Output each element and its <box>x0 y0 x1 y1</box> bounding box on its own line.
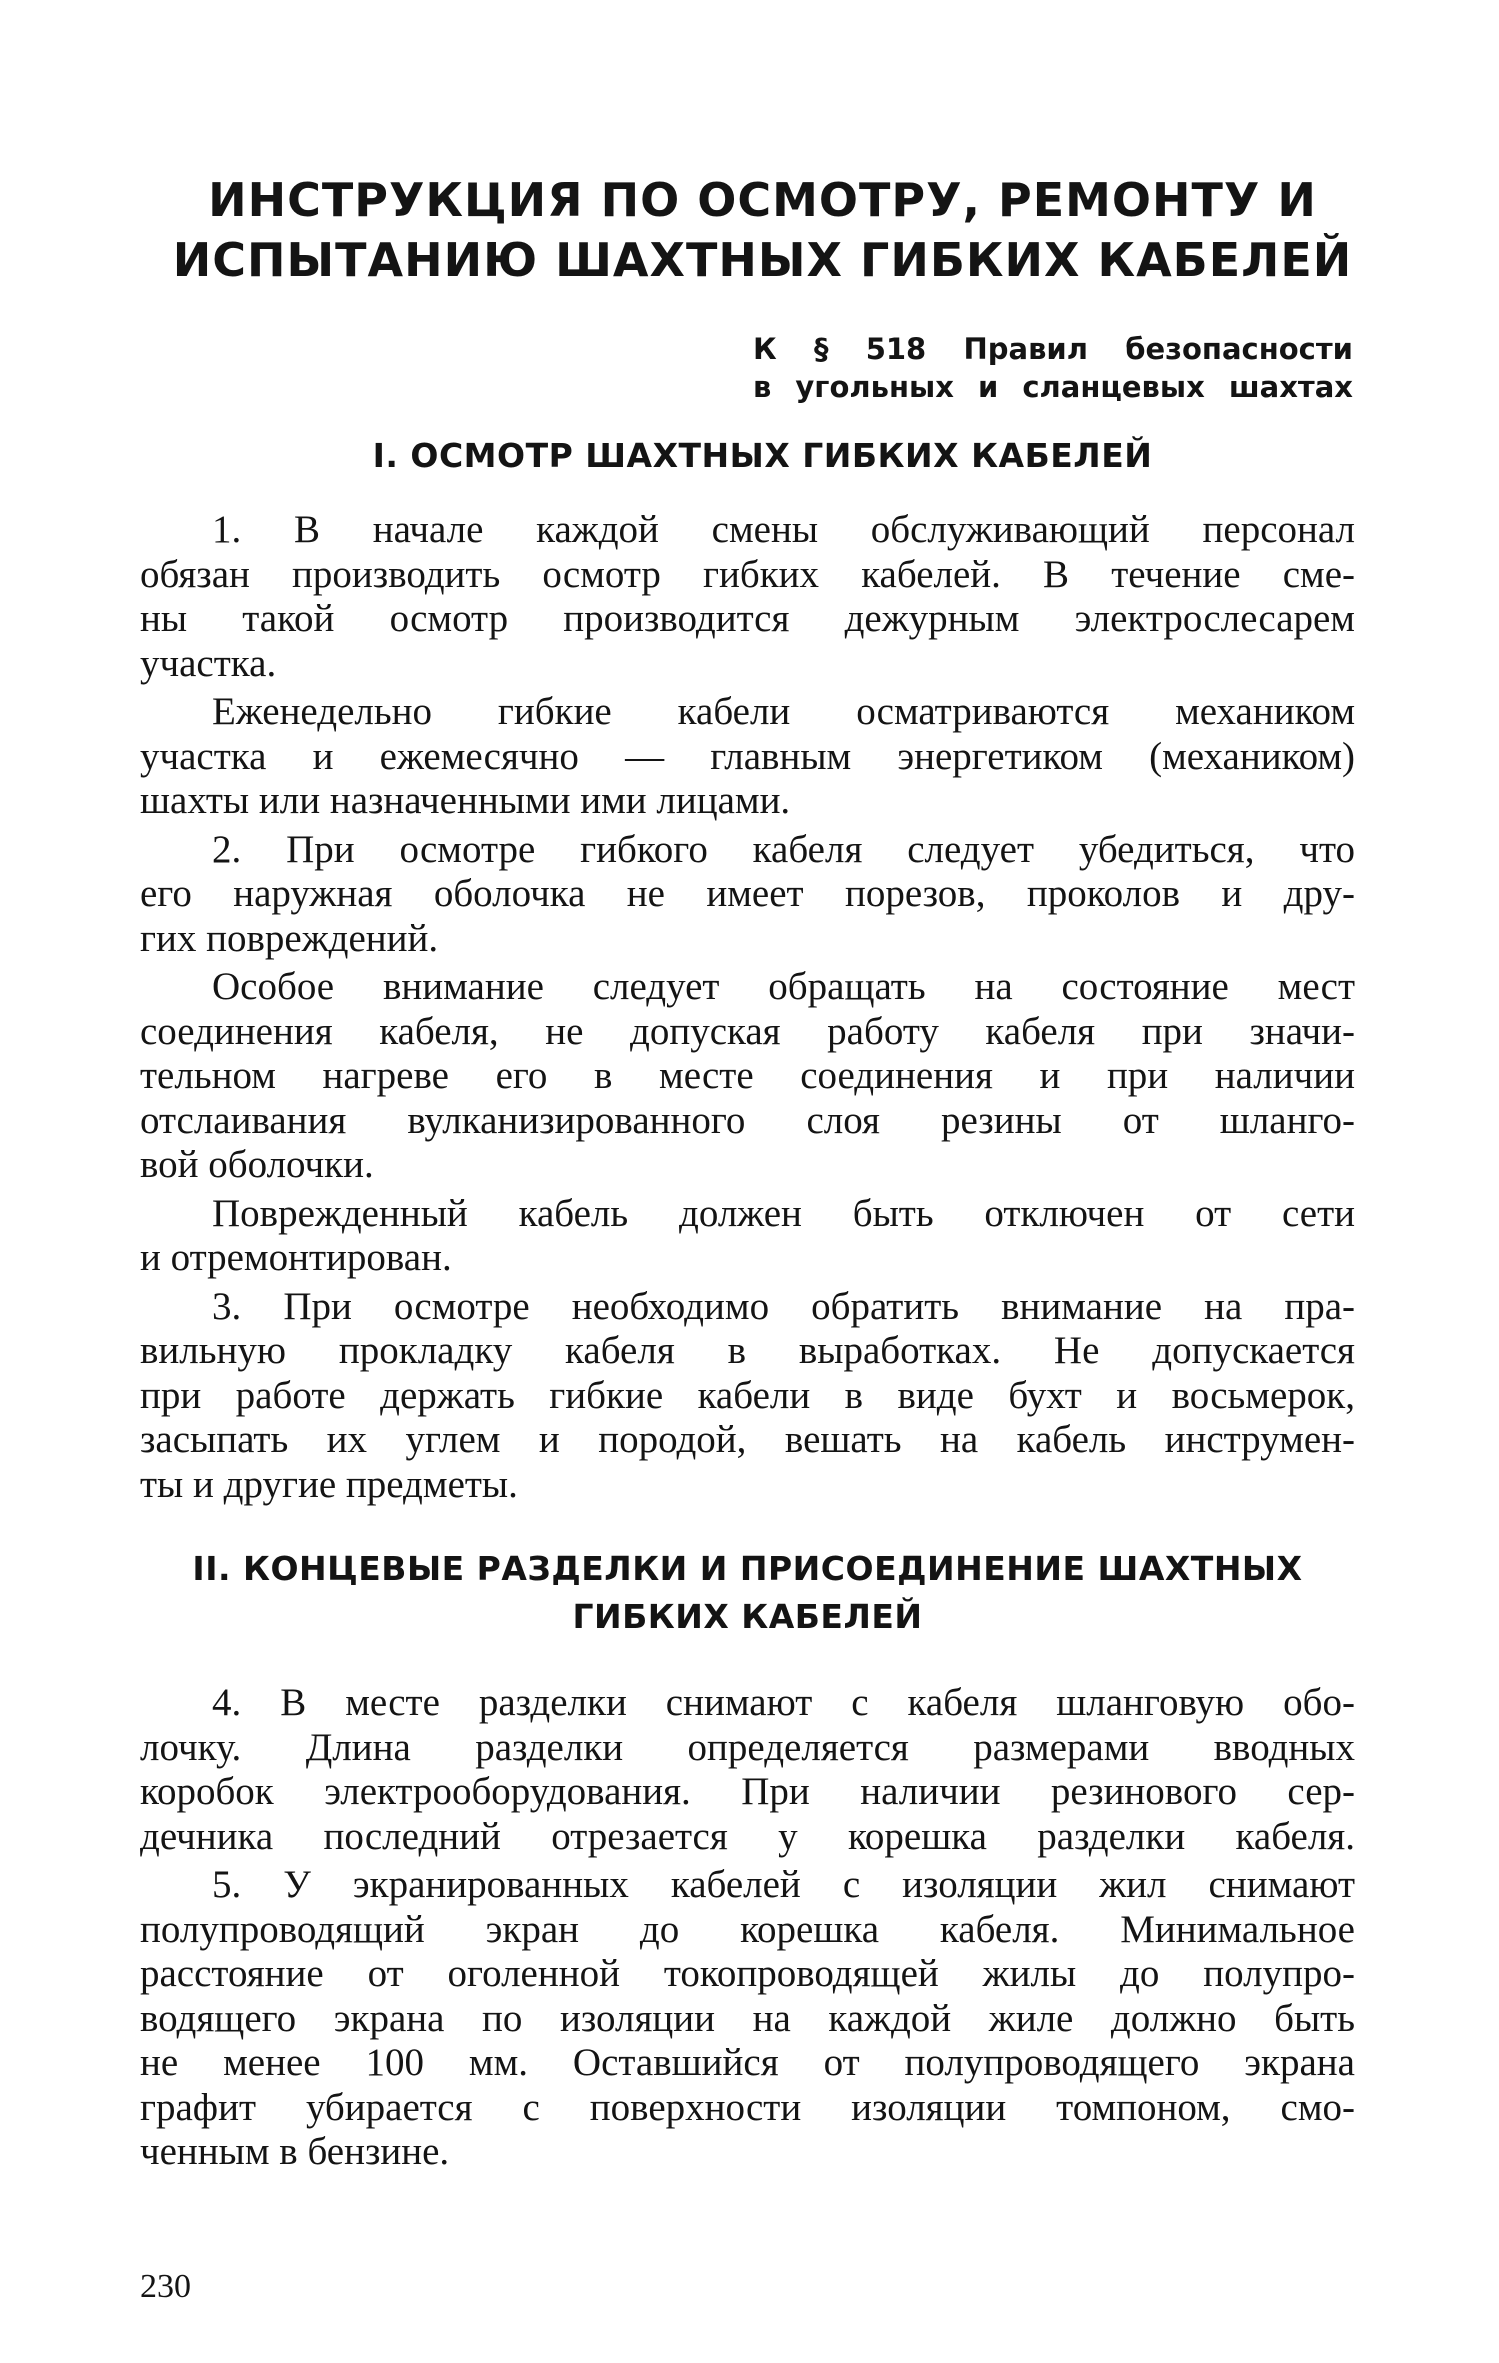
paragraph-1-cont <box>140 690 1355 824</box>
text-line: засыпать их углем и породой, вешать на кабель инструмен- <box>140 1418 1355 1461</box>
text-line: 4. В месте разделки снимают с кабеля шланговую обо- <box>212 1681 1355 1724</box>
text-line: ны такой осмотр производится дежурным электрослесарем <box>140 597 1355 640</box>
paragraph-1 <box>140 508 1355 686</box>
text-line: расстояние от оголенной токопроводящей жилы до полупро- <box>140 1952 1355 1995</box>
text-line: Еженедельно гибкие кабели осматриваются механиком <box>212 690 1355 733</box>
section-2-body <box>140 1681 1355 2175</box>
paragraph-2-cont <box>140 965 1355 1188</box>
text-line: 5. У экранированных кабелей с изоляции жил снимают <box>212 1863 1355 1906</box>
section-1-heading: I. ОСМОТР ШАХТНЫХ ГИБКИХ КАБЕЛЕЙ <box>372 436 1153 475</box>
page-number: 230 <box>140 2268 191 2305</box>
paragraph-4 <box>140 1681 1355 1859</box>
text-line: не менее 100 мм. Оставшийся от полупроводящего экрана <box>140 2041 1355 2084</box>
text-line: участка и ежемесячно — главным энергетиком (механиком) <box>140 734 1355 778</box>
text-line: тельном нагреве его в месте соединения и при наличии <box>140 1054 1355 1097</box>
text-line: графит убирается с поверхности изоляции томпоном, смо- <box>140 2085 1355 2129</box>
text-line: шахты или назначенными ими лицами. <box>140 779 791 822</box>
text-line: водящего экрана по изоляции на каждой жиле должно быть <box>140 1996 1355 2040</box>
text-line: 2. При осмотре гибкого кабеля следует убедиться, что <box>212 827 1355 871</box>
title-line: ИСПЫТАНИЮ ШАХТНЫХ ГИБКИХ КАБЕЛЕЙ <box>172 233 1353 287</box>
text-line: соединения кабеля, не допуская работу кабеля при значи- <box>140 1009 1355 1053</box>
paragraph-5 <box>140 1863 1355 2175</box>
text-line: и отремонтирован. <box>140 1236 452 1279</box>
text-line: дечника последний отрезается у корешка разделки кабеля. <box>140 1814 1355 1858</box>
paragraph-3 <box>140 1285 1355 1508</box>
text-line: лочку. Длина разделки определяется размерами вводных <box>140 1725 1355 1769</box>
text-line: Поврежденный кабель должен быть отключен от сети <box>212 1191 1355 1235</box>
section-2-heading <box>140 1545 1355 1641</box>
text-line: его наружная оболочка не имеет порезов, проколов и дру- <box>140 872 1355 915</box>
text-line: обязан производить осмотр гибких кабелей. В течение сме- <box>140 552 1355 596</box>
text-line: участка. <box>140 641 277 685</box>
section-1-body <box>140 508 1355 1507</box>
text-line: полупроводящий экран до корешка кабеля. Минимальное <box>140 1907 1355 1951</box>
heading-line: ГИБКИХ КАБЕЛЕЙ <box>572 1597 923 1636</box>
reference-line: в угольных и сланцевых шахтах <box>753 370 1353 404</box>
text-line: ченным в бензине. <box>140 2130 450 2173</box>
text-line: 1. В начале каждой смены обслуживающий персонал <box>212 508 1355 551</box>
title-line: ИНСТРУКЦИЯ ПО ОСМОТРУ, РЕМОНТУ И <box>208 173 1317 227</box>
text-line: коробок электрооборудования. При наличии резинового сер- <box>140 1770 1355 1813</box>
heading-line: II. КОНЦЕВЫЕ РАЗДЕЛКИ И ПРИСОЕДИНЕНИЕ ШАХТНЫХ <box>192 1549 1303 1588</box>
text-line: при работе держать гибкие кабели в виде бухт и восьмерок, <box>140 1373 1355 1417</box>
text-line: вильную прокладку кабеля в выработках. Не допускается <box>140 1329 1355 1372</box>
rule-reference <box>753 330 1353 406</box>
paragraph-2-cont2 <box>140 1192 1355 1281</box>
text-line: ты и другие предметы. <box>140 1462 518 1506</box>
text-line: гих повреждений. <box>140 916 439 960</box>
paragraph-2 <box>140 828 1355 962</box>
document-title <box>140 170 1355 290</box>
text-line: отслаивания вулканизированного слоя резины от шланго- <box>140 1098 1355 1142</box>
reference-line: К § 518 Правил безопасности <box>753 332 1353 366</box>
text-line: 3. При осмотре необходимо обратить внимание на пра- <box>212 1284 1355 1328</box>
document-page <box>140 170 1355 2179</box>
text-line: Особое внимание следует обращать на состояние мест <box>212 965 1355 1008</box>
text-line: вой оболочки. <box>140 1143 374 1186</box>
